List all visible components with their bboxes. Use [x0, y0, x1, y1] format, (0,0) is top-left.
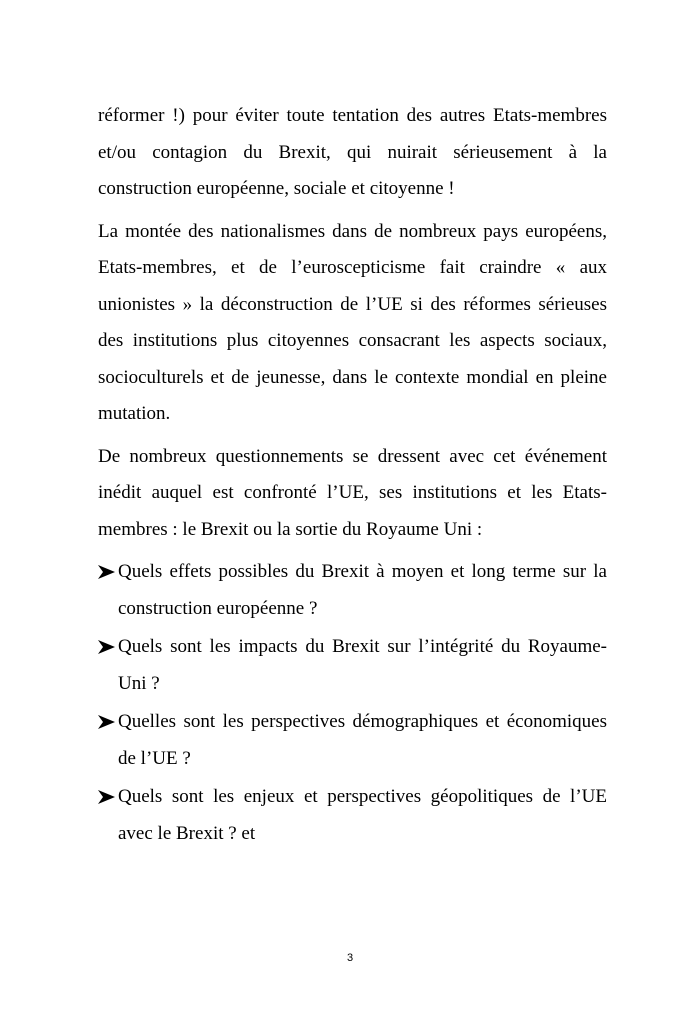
arrowhead-bullet-icon	[98, 565, 115, 579]
list-item	[98, 629, 607, 702]
page-number: 3	[346, 952, 354, 964]
arrowhead-bullet-icon	[98, 715, 115, 729]
list-item-text: Quels sont les enjeux et perspectives géopolitiques de l’UE avec le Brexit ? et	[118, 786, 607, 844]
page-content	[98, 98, 607, 852]
arrowhead-bullet-icon	[98, 790, 115, 804]
paragraph-1: réformer !) pour éviter toute tentation des autres Etats-membres et/ou contagion du Brexit, qui nuirait sérieusement à la construction européenne, sociale et citoyenne !	[98, 105, 607, 199]
list-item-text: Quelles sont les perspectives démographiques et économiques de l’UE ?	[118, 711, 607, 769]
list-item	[98, 554, 607, 627]
list-item	[98, 704, 607, 777]
list-item	[98, 779, 607, 852]
question-list	[98, 554, 607, 852]
paragraph-3: De nombreux questionnements se dressent avec cet événement inédit auquel est confronté l’UE, ses institutions et les Etats-membres : le Brexit ou la sortie du Royaume Uni :	[98, 445, 607, 540]
arrowhead-bullet-icon	[98, 640, 115, 654]
list-item-text: Quels sont les impacts du Brexit sur l’intégrité du Royaume-Uni ?	[118, 636, 607, 694]
paragraph-2: La montée des nationalismes dans de nombreux pays européens, Etats-membres, et de l’euroscepticisme fait craindre « aux unionistes » la déconstruction de l’UE si des réformes sérieuses des institutions plus citoyennes consacrant les aspects sociaux, socioculturels et de jeunesse, dans le contexte mondial en pleine mutation.	[98, 220, 607, 424]
list-item-text: Quels effets possibles du Brexit à moyen et long terme sur la construction européenne ?	[118, 561, 607, 619]
